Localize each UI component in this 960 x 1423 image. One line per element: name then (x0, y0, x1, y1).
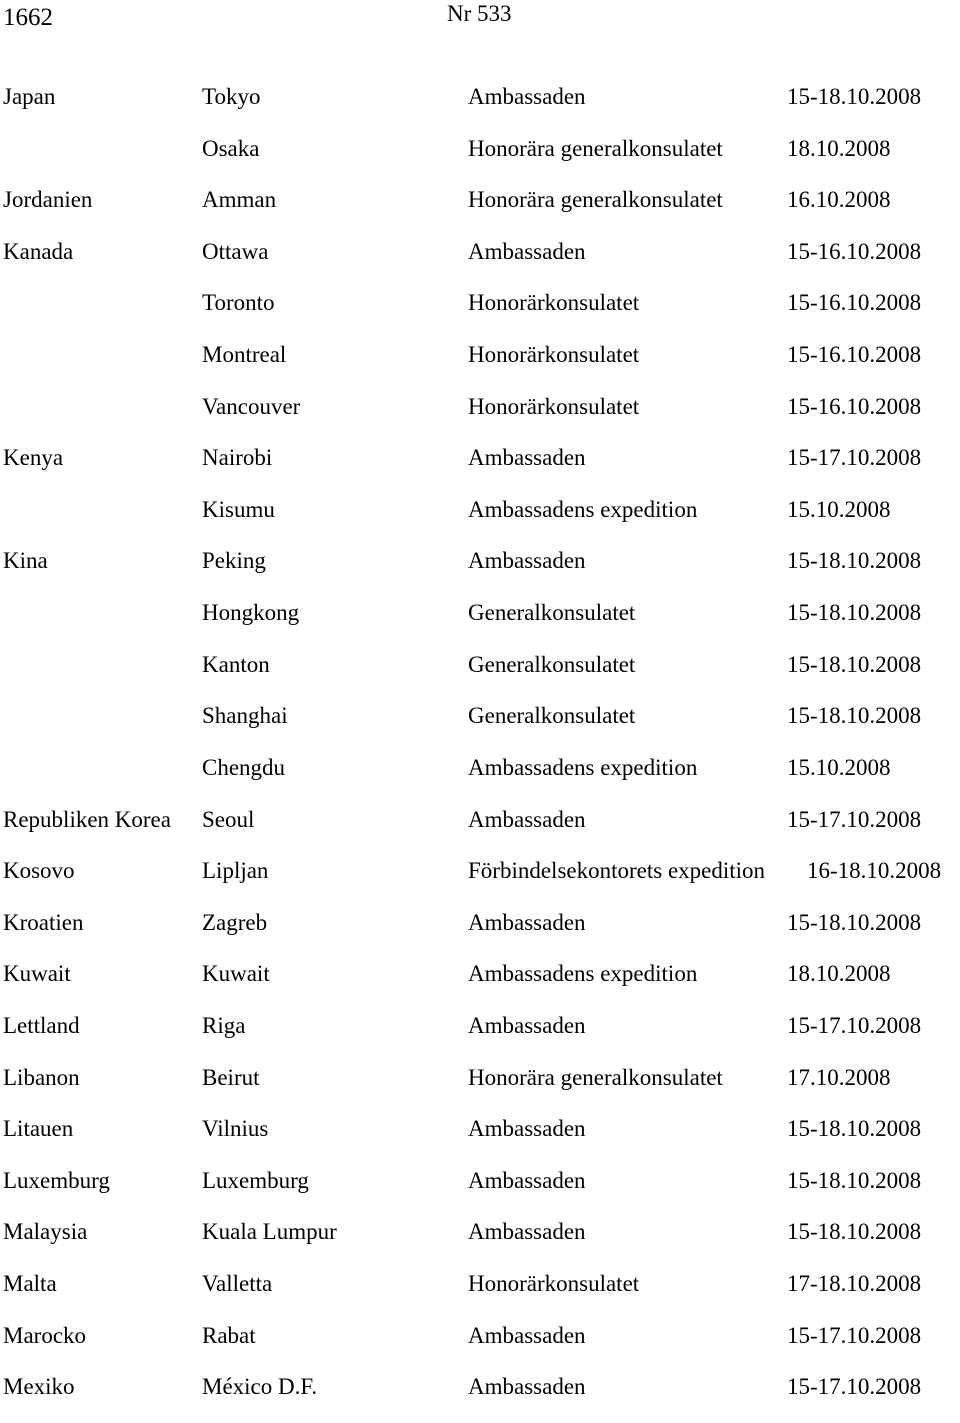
country-cell: Kuwait (3, 961, 71, 987)
city-cell: Riga (202, 1012, 246, 1038)
city-cell: Beirut (202, 1064, 260, 1090)
table-row (0, 494, 960, 546)
mission-cell: Ambassaden (468, 1167, 586, 1193)
country-cell: Republiken Korea (3, 806, 171, 832)
city-cell: Zagreb (202, 909, 268, 935)
table-row (0, 1371, 960, 1423)
mission-cell: Ambassaden (468, 1322, 586, 1348)
city-cell: Nairobi (202, 445, 273, 471)
table-row (0, 1165, 960, 1217)
country-cell: Kina (3, 548, 48, 574)
city-cell: Luxemburg (202, 1167, 309, 1193)
table-row (0, 442, 960, 494)
table-row (0, 649, 960, 701)
table-row (0, 855, 960, 907)
mission-cell: Ambassaden (468, 1219, 586, 1245)
date-cell: 18.10.2008 (787, 961, 891, 987)
table-row (0, 391, 960, 443)
mission-cell: Honorärkonsulatet (468, 290, 640, 316)
mission-cell: Generalkonsulatet (468, 600, 636, 626)
table-row (0, 700, 960, 752)
city-cell: Montreal (202, 342, 287, 368)
date-cell: 15-17.10.2008 (787, 445, 922, 471)
city-cell: Amman (202, 187, 277, 213)
table-row (0, 752, 960, 804)
mission-cell: Honorära generalkonsulatet (468, 1064, 723, 1090)
date-cell: 18.10.2008 (787, 135, 891, 161)
date-cell: 15-16.10.2008 (787, 393, 922, 419)
country-cell: Malaysia (3, 1219, 88, 1245)
table-row (0, 1113, 960, 1165)
country-cell: Malta (3, 1271, 57, 1297)
city-cell: Toronto (202, 290, 275, 316)
city-cell: Shanghai (202, 703, 288, 729)
date-cell: 16-18.10.2008 (807, 858, 942, 884)
mission-cell: Generalkonsulatet (468, 703, 636, 729)
city-cell: Chengdu (202, 754, 286, 780)
city-cell: Seoul (202, 806, 255, 832)
mission-cell: Ambassaden (468, 1012, 586, 1038)
table-row (0, 1216, 960, 1268)
city-cell: Ottawa (202, 238, 269, 264)
date-cell: 15-18.10.2008 (787, 1219, 922, 1245)
date-cell: 15.10.2008 (787, 496, 891, 522)
table-row (0, 81, 960, 133)
table-row (0, 907, 960, 959)
mission-cell: Ambassaden (468, 1116, 586, 1142)
city-cell: Kuwait (202, 961, 270, 987)
table-row (0, 133, 960, 185)
issue-number: Nr 533 (447, 1, 512, 26)
city-cell: Kuala Lumpur (202, 1219, 337, 1245)
mission-cell: Honorärkonsulatet (468, 1271, 640, 1297)
mission-cell: Generalkonsulatet (468, 651, 636, 677)
mission-cell: Ambassaden (468, 84, 586, 109)
date-cell: 15-18.10.2008 (787, 84, 922, 109)
date-cell: 15-17.10.2008 (787, 1322, 922, 1348)
date-cell: 15.10.2008 (787, 754, 891, 780)
table-row (0, 958, 960, 1010)
country-cell: Marocko (3, 1322, 87, 1348)
table-row (0, 184, 960, 236)
table-row (0, 339, 960, 391)
date-cell: 15-18.10.2008 (787, 1167, 922, 1193)
mission-cell: Ambassaden (468, 909, 586, 935)
date-cell: 15-18.10.2008 (787, 703, 922, 729)
date-cell: 16.10.2008 (787, 187, 891, 213)
table-row (0, 597, 960, 649)
mission-cell: Ambassaden (468, 238, 586, 264)
date-cell: 17.10.2008 (787, 1064, 891, 1090)
date-cell: 15-18.10.2008 (787, 909, 922, 935)
table-row (0, 287, 960, 339)
country-cell: Kanada (3, 238, 74, 264)
embassy-table (0, 81, 960, 1423)
table-row (0, 804, 960, 856)
country-cell: Lettland (3, 1012, 80, 1038)
table-row (0, 545, 960, 597)
city-cell: Vancouver (202, 393, 301, 419)
city-cell: México D.F. (202, 1374, 318, 1400)
mission-cell: Honorärkonsulatet (468, 342, 640, 368)
date-cell: 15-17.10.2008 (787, 806, 922, 832)
date-cell: 15-18.10.2008 (787, 1116, 922, 1142)
city-cell: Tokyo (202, 84, 261, 109)
city-cell: Peking (202, 548, 266, 574)
mission-cell: Honorärkonsulatet (468, 393, 640, 419)
mission-cell: Ambassaden (468, 445, 586, 471)
date-cell: 17-18.10.2008 (787, 1271, 922, 1297)
mission-cell: Honorära generalkonsulatet (468, 187, 723, 213)
table-row (0, 1268, 960, 1320)
date-cell: 15-17.10.2008 (787, 1012, 922, 1038)
city-cell: Osaka (202, 135, 260, 161)
table-row (0, 236, 960, 288)
mission-cell: Ambassaden (468, 1374, 586, 1400)
mission-cell: Ambassadens expedition (468, 754, 698, 780)
date-cell: 15-17.10.2008 (787, 1374, 922, 1400)
mission-cell: Ambassaden (468, 548, 586, 574)
country-cell: Japan (3, 84, 56, 109)
date-cell: 15-16.10.2008 (787, 290, 922, 316)
mission-cell: Ambassadens expedition (468, 961, 698, 987)
table-row (0, 1062, 960, 1114)
country-cell: Jordanien (3, 187, 93, 213)
city-cell: Lipljan (202, 858, 269, 884)
date-cell: 15-18.10.2008 (787, 651, 922, 677)
city-cell: Kanton (202, 651, 270, 677)
mission-cell: Förbindelsekontorets expedition (468, 858, 766, 884)
date-cell: 15-16.10.2008 (787, 238, 922, 264)
country-cell: Kosovo (3, 858, 75, 884)
country-cell: Mexiko (3, 1374, 75, 1400)
city-cell: Kisumu (202, 496, 275, 522)
mission-cell: Honorära generalkonsulatet (468, 135, 723, 161)
date-cell: 15-18.10.2008 (787, 600, 922, 626)
table-row (0, 1320, 960, 1372)
country-cell: Kenya (3, 445, 64, 471)
city-cell: Valletta (202, 1271, 273, 1297)
date-cell: 15-18.10.2008 (787, 548, 922, 574)
mission-cell: Ambassaden (468, 806, 586, 832)
country-cell: Kroatien (3, 909, 84, 935)
country-cell: Libanon (3, 1064, 80, 1090)
date-cell: 15-16.10.2008 (787, 342, 922, 368)
page-number: 1662 (3, 4, 53, 31)
country-cell: Luxemburg (3, 1167, 110, 1193)
mission-cell: Ambassadens expedition (468, 496, 698, 522)
table-row (0, 1010, 960, 1062)
city-cell: Hongkong (202, 600, 300, 626)
city-cell: Vilnius (202, 1116, 269, 1142)
city-cell: Rabat (202, 1322, 256, 1348)
country-cell: Litauen (3, 1116, 74, 1142)
